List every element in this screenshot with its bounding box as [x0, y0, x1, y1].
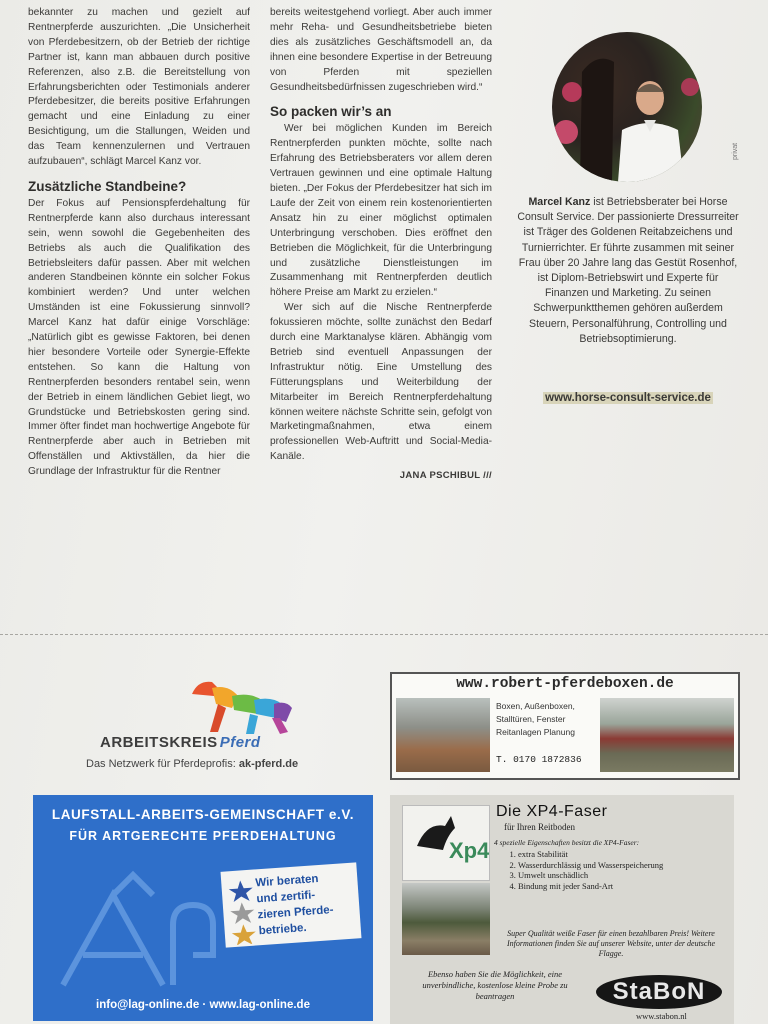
lag-logo-icon [53, 855, 233, 995]
stable-photo [396, 698, 490, 772]
photo-credit: privat [732, 142, 739, 160]
ad-xp4-faser[interactable] [390, 795, 734, 1024]
section-heading: So packen wir’s an [270, 104, 392, 120]
ad-laufstall-arbeitsgemeinschaft[interactable] [33, 795, 373, 1021]
article-column-1 [28, 6, 250, 480]
akp-brand-name: ARBEITSKREIS Pferd [100, 734, 261, 751]
svg-text:Xp4: Xp4 [449, 838, 489, 863]
xp4-sample-offer: Ebenso haben Sie die Möglichkeit, eine unverbindliche, kostenlose kleine Probe zu beantragen [422, 969, 568, 1001]
list-item: 1. extra Stabilität [518, 849, 663, 860]
lag-certification-box: Wir beraten und zertifi- zieren Pferde- betriebe. [221, 862, 362, 947]
rob-phone: T. 0170 1872836 [496, 754, 582, 765]
star-icon [227, 878, 258, 946]
lag-contact: info@lag-online.de · www.lag-online.de [96, 999, 310, 1011]
list-item: 2. Wasserdurchlässig und Wasserspeicherung [518, 860, 663, 871]
list-item: 4. Bindung mit jeder Sand-Art [518, 881, 663, 892]
stabon-url[interactable]: www.stabon.nl [636, 1011, 687, 1021]
xp4-title: Die XP4-Faser [496, 803, 608, 820]
stabon-logo: StaBoN [596, 975, 722, 1009]
bio-name: Marcel Kanz [528, 196, 591, 208]
article-paragraph: bekannter zu machen und gezielt auf Rentnerpferde auszurichten. „Die Unsicherheit von Pferdebesitzern, ob der Betrieb der richtige Partner ist, kann man abbauen durch positive Referenzen, also z.B. die Bereitstellung von Erfahrungsberichten oder Testimonials anderer Pferdebesitzer, die bereits positive Erfahrungen gemacht und eine Einladung zu einer Besichtigung, um die Stallungen, Weiden und das Team kennenzulernen und Vertrauen aufzubauen“, schlägt Marcel Kanz vor. [28, 7, 250, 168]
ad-robert-pferdeboxen[interactable] [390, 672, 740, 780]
article-paragraph: Wer bei möglichen Kunden im Bereich Rentnerpferden punkten möchte, sollte nach Erfahrung des Betriebsberaters vor allem deren Vertrauen gewinnen und eine optimale Haltung bieten. „Der Fokus der Pferdebesitzer hat sich im Laufe der Zeit von einem rein kostenorientierten Ansatz hin zu einer möglichst optimalen Unterbringung verschoben. Dies eröffnet den Betrieben die Möglichkeit, für die Unterbringung und zusätzliche Dienstleistungen im Zusammenhang mit Rentnerpferden deutlich höhere Preise am Markt zu erzielen.“ [270, 123, 492, 299]
author-byline: JANA PSCHIBUL /// [399, 470, 492, 482]
article-paragraph: Der Fokus auf Pensionspferdehaltung für Rentnerpferde kann also durchaus interessant sein, wenn sowohl die Gegebenheiten des Betriebs als auch die Qualifikation des Betriebsleiters dafür passen. Aber mit welchen anderen Standbeinen könnte ein solcher Fokus kombiniert werden? Und unter welchen Umständen ist eine Fokussierung sinnvoll? Marcel Kanz hat dafür einige Vorschläge: „Natürlich gibt es gewisse Faktoren, bei denen hier besondere Vorteile oder Synergie-Effekte entstehen. So kann die Haltung von Rentnerpferden besonders rentabel sein, wenn der Betrieb in einem ländlichen Gebiet liegt, wo Grundstücke und Betriebskosten gering sind. Immer öfter findet man hochwertige Angebote für Rentnerpferde aber auch in Betrieben mit Offenställen und Aktivställen, da hier die Grundlage der Infrastruktur für die Rentner [28, 197, 250, 478]
article-column-2 [270, 6, 492, 484]
bio-text: ist Betriebsberater bei Horse Consult Service. Der passionierte Dressurreiter ist Träger des Goldenen Reitabzeichens und Turnierrichter. Er führte zusammen mit seiner Frau über 20 Jahre lang das Gestüt Rosenhof, ist Diplom-Betriebswirt und Experte für Finanzen und Marketing. Zu seinen Schwerpunktthemen gehören außerdem Steuern, Personalführung, Controlling und Betriebsoptimierung. [517, 196, 739, 345]
list-item: 3. Umwelt unschädlich [518, 870, 663, 881]
xp4-subtitle: für Ihren Reitboden [504, 822, 575, 832]
author-portrait-photo [552, 32, 702, 182]
xp4-intro: 4 spezielle Eigenschaften besitzt die XP4-Faser: [494, 838, 640, 847]
horse-logo-icon [188, 674, 298, 736]
lag-title: LAUFSTALL-ARBEITS-GEMEINSCHAFT e.V. [51, 807, 355, 822]
article-paragraph: bereits weitestgehend vorliegt. Aber auch immer mehr Reha- und Gesundheitsbetriebe bieten dies als zusätzliches Geschäftsmodell an, da ihnen eine besondere Expertise in der Betreuung von Pferden mit speziellen Gesundheitsbedürfnissen zugeschrieben wird.“ [270, 7, 492, 93]
article-paragraph: Wer sich auf die Nische Rentnerpferde fokussieren möchte, sollte zunächst den Bedarf durch eine Marktanalyse klären. Abhängig vom Betrieb sind eventuell Anpassungen der Infrastruktur nötig. Eine Umstellung des Fütterungsplans und Weiterbildung der Mitarbeiter im Bereich Rentnerpferdehaltung können weitere nächste Schritte sein, gefolgt von Marketingmaßnahmen, etwa einem professionellen Web-Auftritt und Social-Media-Kanäle. [270, 302, 492, 463]
author-bio [515, 195, 741, 347]
lag-subtitle: FÜR ARTGERECHTE PFERDEHALTUNG [69, 829, 337, 843]
arena-photo [402, 883, 490, 955]
xp4-description: Super Qualität weiße Faser für einen bezahlbaren Preis! Weitere Informationen finden Sie auf unserer Website, unter der deutsche Flagge. [506, 929, 716, 958]
section-heading: Zusätzliche Standbeine? [28, 178, 187, 194]
akp-tagline: Das Netzwerk für Pferdeprofis: ak-pferd.de [86, 758, 299, 770]
rob-services: Boxen, Außenboxen, Stalltüren, Fenster Reitanlagen Planung [496, 701, 575, 737]
xp4-logo [402, 805, 490, 881]
barn-photo [600, 698, 734, 772]
horse-logo-icon [403, 806, 489, 868]
dashed-divider [0, 634, 768, 635]
xp4-feature-list [500, 849, 663, 891]
website-link[interactable]: www.horse-consult-service.de [545, 392, 711, 404]
rob-url: www.robert-pferdeboxen.de [456, 676, 674, 692]
ad-arbeitskreis-pferd[interactable] [70, 672, 370, 780]
